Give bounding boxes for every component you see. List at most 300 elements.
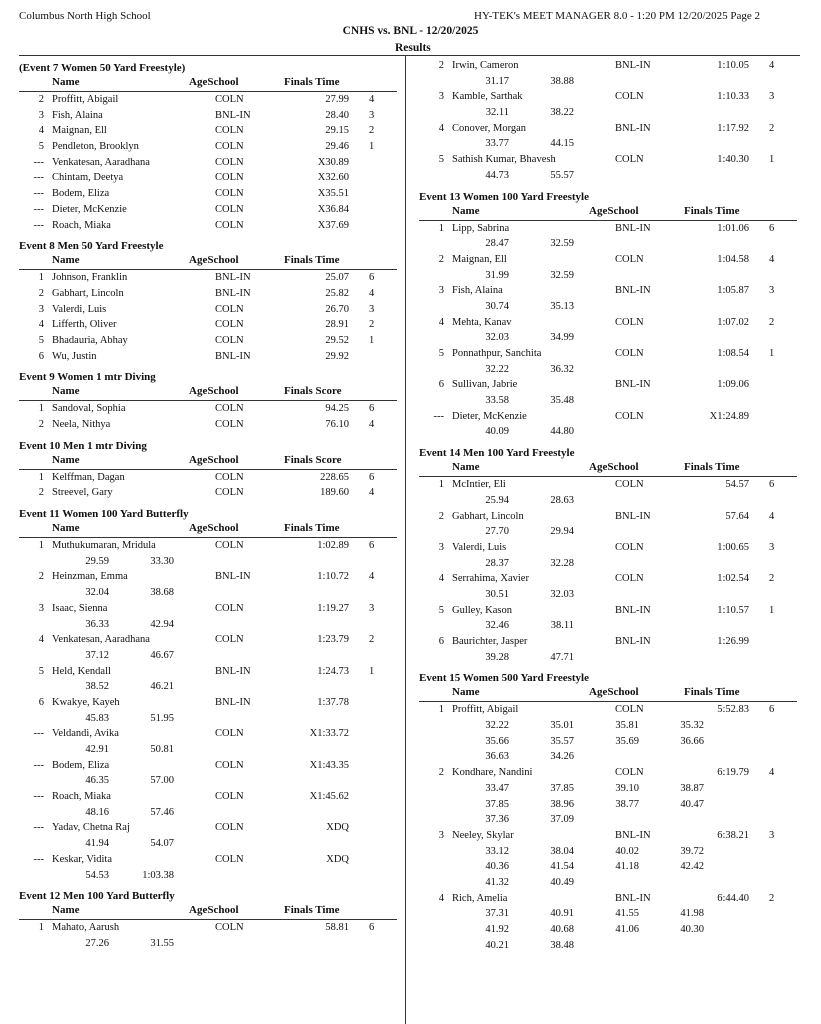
place: --- <box>33 172 44 184</box>
place: 1 <box>38 471 44 483</box>
school: BNL-IN <box>615 604 651 616</box>
result-row <box>19 186 397 202</box>
swimmer-name: Fish, Alaina <box>52 109 103 121</box>
header-finals: Finals Score <box>284 453 342 466</box>
finals-time: 1:08.54 <box>717 348 749 359</box>
finals-time: X1:24.89 <box>709 410 749 422</box>
swimmer-name: Dieter, McKenzie <box>52 203 127 215</box>
points: 2 <box>769 122 775 134</box>
school: COLN <box>615 91 644 103</box>
split-time: 31.55 <box>150 937 174 949</box>
points: 4 <box>369 94 375 105</box>
swimmer-name: McIntier, Eli <box>452 479 506 491</box>
event-title: Event 11 Women 100 Yard Butterfly <box>19 508 189 521</box>
header-ageschool: AgeSchool <box>189 385 239 398</box>
split-time: 34.26 <box>550 751 574 763</box>
split-time: 44.73 <box>485 169 509 181</box>
split-time: 48.16 <box>85 806 109 818</box>
place: 5 <box>438 348 444 359</box>
school: BNL-IN <box>215 109 251 121</box>
place: 2 <box>438 253 444 265</box>
split-time: 35.66 <box>485 735 509 747</box>
points: 6 <box>369 403 375 415</box>
split-time: 33.30 <box>150 555 174 567</box>
split-row <box>419 734 797 750</box>
result-row <box>419 346 797 362</box>
split-time: 38.87 <box>680 782 704 794</box>
points: 3 <box>769 829 775 841</box>
result-row <box>19 401 397 417</box>
finals-time: 189.60 <box>320 487 349 499</box>
result-row <box>19 202 397 218</box>
points: 2 <box>369 319 375 331</box>
split-row <box>419 587 797 603</box>
split-time: 41.54 <box>550 861 574 873</box>
split-row <box>419 556 797 572</box>
points: 2 <box>369 125 375 137</box>
split-row <box>419 136 797 152</box>
points: 1 <box>769 348 775 359</box>
school: BNL-IN <box>215 665 251 677</box>
finals-time: 1:05.87 <box>717 285 749 297</box>
split-time: 46.67 <box>150 649 174 661</box>
split-time: 41.55 <box>615 908 639 920</box>
event-title: Event 15 Women 500 Yard Freestyle <box>419 672 589 685</box>
split-time: 37.31 <box>485 908 509 920</box>
split-row <box>19 742 397 758</box>
split-time: 30.51 <box>485 588 509 600</box>
finals-time: 6:19.79 <box>717 767 749 779</box>
place: 1 <box>38 540 44 552</box>
split-time: 38.11 <box>550 620 574 632</box>
swimmer-name: Held, Kendall <box>52 665 111 677</box>
split-time: 37.85 <box>485 798 509 810</box>
split-time: 33.47 <box>485 782 509 794</box>
split-time: 41.92 <box>485 924 509 935</box>
split-time: 40.21 <box>485 939 509 951</box>
meet-title: CNHS vs. BNL - 12/20/2025 <box>342 25 479 37</box>
split-row <box>419 236 797 252</box>
split-time: 39.28 <box>485 651 509 663</box>
points: 6 <box>369 922 375 934</box>
split-time: 35.48 <box>550 395 574 407</box>
split-row <box>419 906 797 922</box>
split-row <box>419 168 797 184</box>
swimmer-name: Dieter, McKenzie <box>452 410 527 422</box>
swimmer-name: Valerdi, Luis <box>52 303 107 315</box>
split-time: 46.35 <box>85 775 109 787</box>
table-header <box>419 205 797 221</box>
table-header <box>19 76 397 92</box>
finals-time: 94.25 <box>325 403 349 415</box>
result-row <box>19 601 397 617</box>
swimmer-name: Sathish Kumar, Bhavesh <box>452 154 556 166</box>
split-time: 35.13 <box>550 300 574 312</box>
results-column-left <box>19 58 397 957</box>
swimmer-name: Mehta, Kanav <box>452 316 512 328</box>
header-ageschool: AgeSchool <box>189 254 239 267</box>
finals-time: 28.40 <box>325 109 349 121</box>
split-row <box>419 524 797 540</box>
split-time: 38.77 <box>615 798 639 810</box>
split-row <box>419 105 797 121</box>
result-row <box>419 221 797 237</box>
result-row <box>419 409 797 425</box>
result-row <box>419 283 797 299</box>
swimmer-name: Sullivan, Jabrie <box>452 379 518 391</box>
event-block <box>19 506 397 883</box>
split-time: 32.11 <box>485 107 509 119</box>
finals-time: 28.91 <box>325 319 349 331</box>
swimmer-name: Kondhare, Nandini <box>452 767 533 779</box>
swimmer-name: Conover, Morgan <box>452 122 527 134</box>
finals-time: 25.82 <box>325 287 349 299</box>
table-header <box>19 904 397 920</box>
finals-time: 5:52.83 <box>717 704 749 716</box>
result-row <box>419 540 797 556</box>
finals-time: 1:02.89 <box>317 540 349 552</box>
split-time: 42.94 <box>150 618 174 630</box>
swimmer-name: Ponnathpur, Sanchita <box>452 348 542 359</box>
place: 2 <box>38 419 44 430</box>
swimmer-name: Proffitt, Abigail <box>452 704 519 716</box>
split-time: 55.57 <box>550 169 574 181</box>
event-block <box>19 369 397 432</box>
points: 6 <box>369 471 375 483</box>
swimmer-name: Mahato, Aarush <box>52 922 120 934</box>
finals-time: X1:33.72 <box>309 728 349 740</box>
swimmer-name: Rich, Amelia <box>452 892 508 904</box>
swimmer-name: Kamble, Sarthak <box>452 91 523 103</box>
swimmer-name: Roach, Miaka <box>52 791 111 803</box>
split-time: 30.74 <box>485 300 509 312</box>
school: BNL-IN <box>615 60 651 71</box>
points: 3 <box>769 285 775 297</box>
points: 2 <box>769 892 775 904</box>
school: COLN <box>215 203 244 215</box>
school: BNL-IN <box>615 892 651 904</box>
points: 2 <box>769 573 775 585</box>
school: BNL-IN <box>215 287 251 299</box>
header-ageschool: AgeSchool <box>589 461 639 474</box>
split-time: 27.26 <box>85 937 109 949</box>
school: BNL-IN <box>615 636 651 647</box>
event-title: (Event 7 Women 50 Yard Freestyle) <box>19 62 186 74</box>
result-row <box>19 664 397 680</box>
event-block <box>19 60 397 233</box>
swimmer-name: Yadav, Chetna Raj <box>52 822 130 834</box>
result-row <box>19 538 397 554</box>
split-row <box>419 74 797 90</box>
finals-time: 1:17.92 <box>717 122 749 134</box>
result-row <box>19 170 397 186</box>
result-row <box>19 789 397 805</box>
place: --- <box>33 728 44 740</box>
split-time: 29.59 <box>85 555 109 567</box>
split-time: 31.99 <box>485 269 509 281</box>
finals-time: 6:44.40 <box>717 892 749 904</box>
school: BNL-IN <box>615 829 651 841</box>
result-row <box>419 89 797 105</box>
school: COLN <box>215 634 244 646</box>
split-time: 38.48 <box>550 939 574 951</box>
place: 2 <box>38 487 44 499</box>
split-row <box>419 812 797 828</box>
school: COLN <box>615 573 644 585</box>
split-row <box>419 299 797 315</box>
split-time: 47.71 <box>550 651 574 663</box>
result-row <box>19 920 397 936</box>
split-time: 40.30 <box>680 924 704 935</box>
split-time: 38.68 <box>150 587 174 599</box>
split-time: 29.94 <box>550 526 574 538</box>
result-row <box>19 820 397 836</box>
split-row <box>419 875 797 891</box>
split-row <box>419 330 797 346</box>
result-row <box>419 252 797 268</box>
place: 3 <box>438 541 444 553</box>
result-row <box>19 302 397 318</box>
split-time: 40.09 <box>485 426 509 438</box>
swimmer-name: Gabhart, Lincoln <box>452 510 524 522</box>
split-row <box>419 859 797 875</box>
result-row <box>419 702 797 718</box>
software-info: HY-TEK's MEET MANAGER 8.0 - 1:20 PM 12/20/2025 Page 2 <box>474 10 760 22</box>
result-row <box>19 758 397 774</box>
split-time: 50.81 <box>150 744 174 755</box>
split-time: 35.01 <box>550 720 574 732</box>
split-row <box>419 922 797 938</box>
swimmer-name: Sandoval, Sophia <box>52 403 126 415</box>
split-time: 28.47 <box>485 238 509 250</box>
finals-time: 1:07.02 <box>717 316 749 328</box>
split-time: 41.94 <box>85 838 109 850</box>
header-divider <box>19 55 800 56</box>
split-time: 40.91 <box>550 908 574 920</box>
split-time: 32.22 <box>485 363 509 375</box>
swimmer-name: Muthukumaran, Mridula <box>52 540 156 552</box>
place: 1 <box>438 479 444 491</box>
header-name: Name <box>52 254 80 267</box>
split-time: 40.49 <box>550 876 574 888</box>
place: 4 <box>438 122 444 134</box>
place: 4 <box>438 573 444 585</box>
result-row <box>19 852 397 868</box>
split-row <box>419 844 797 860</box>
swimmer-name: Neeley, Skylar <box>452 829 514 841</box>
school: COLN <box>215 319 244 331</box>
points: 1 <box>369 665 375 677</box>
result-row <box>19 569 397 585</box>
split-row <box>419 749 797 765</box>
split-time: 41.98 <box>680 908 704 920</box>
event-block <box>419 445 797 665</box>
school: BNL-IN <box>215 272 251 284</box>
result-row <box>19 632 397 648</box>
points: 6 <box>369 540 375 552</box>
split-row <box>419 938 797 954</box>
result-row <box>19 218 397 234</box>
split-time: 33.58 <box>485 395 509 407</box>
split-time: 38.52 <box>85 681 109 693</box>
school: COLN <box>215 540 244 552</box>
result-row <box>19 417 397 433</box>
split-time: 36.32 <box>550 363 574 375</box>
split-time: 36.33 <box>85 618 109 630</box>
split-time: 37.36 <box>485 814 509 826</box>
swimmer-name: Gulley, Kason <box>452 604 512 616</box>
finals-time: 1:37.78 <box>317 696 349 708</box>
swimmer-name: Bodem, Eliza <box>52 188 110 200</box>
result-row <box>19 155 397 171</box>
place: 6 <box>38 350 44 362</box>
result-row <box>19 139 397 155</box>
header-ageschool: AgeSchool <box>189 904 239 917</box>
split-time: 37.09 <box>550 814 574 826</box>
school: COLN <box>215 94 244 105</box>
event-title: Event 12 Men 100 Yard Butterfly <box>19 890 175 903</box>
swimmer-name: Bhadauria, Abhay <box>52 334 128 346</box>
finals-time: 25.07 <box>325 272 349 284</box>
header-ageschool: AgeSchool <box>189 453 239 466</box>
split-time: 32.04 <box>85 587 109 599</box>
finals-time: XDQ <box>326 853 349 865</box>
split-time: 33.77 <box>485 138 509 150</box>
points: 3 <box>769 541 775 553</box>
finals-time: 1:23.79 <box>317 634 349 646</box>
split-row <box>19 711 397 727</box>
place: --- <box>33 759 44 771</box>
swimmer-name: Venkatesan, Aaradhana <box>52 156 150 168</box>
split-time: 32.03 <box>485 332 509 344</box>
split-time: 41.06 <box>615 924 639 935</box>
event-block <box>19 238 397 364</box>
result-row <box>419 509 797 525</box>
swimmer-name: Maignan, Ell <box>452 253 507 265</box>
split-row <box>19 585 397 601</box>
swimmer-name: Lifferth, Oliver <box>52 319 117 331</box>
split-time: 39.10 <box>615 782 639 794</box>
swimmer-name: Maignan, Ell <box>52 125 107 137</box>
place: 3 <box>38 303 44 315</box>
split-time: 32.46 <box>485 620 509 632</box>
result-row <box>19 108 397 124</box>
split-row <box>419 268 797 284</box>
school: COLN <box>215 334 244 346</box>
school: COLN <box>615 316 644 328</box>
split-time: 37.12 <box>85 649 109 661</box>
split-time: 42.42 <box>680 861 704 873</box>
event-block <box>19 888 397 951</box>
place: 3 <box>38 602 44 614</box>
points: 3 <box>369 303 375 315</box>
split-row <box>19 868 397 884</box>
header-name: Name <box>52 522 80 535</box>
split-row <box>419 797 797 813</box>
swimmer-name: Serrahima, Xavier <box>452 573 529 585</box>
school: COLN <box>215 728 244 740</box>
school: COLN <box>215 141 244 153</box>
table-header <box>419 461 797 477</box>
school: BNL-IN <box>615 285 651 297</box>
points: 6 <box>769 704 775 716</box>
school: BNL-IN <box>215 571 251 583</box>
split-time: 38.88 <box>550 75 574 87</box>
place: 2 <box>438 60 444 71</box>
swimmer-name: Baurichter, Jasper <box>452 636 528 647</box>
points: 4 <box>369 287 375 299</box>
split-row <box>419 718 797 734</box>
points: 6 <box>769 222 775 234</box>
result-row <box>19 349 397 365</box>
points: 4 <box>369 419 375 430</box>
header-finals: Finals Time <box>284 76 340 88</box>
finals-time: 1:19.27 <box>317 602 349 614</box>
split-row <box>19 773 397 789</box>
table-header <box>19 454 397 470</box>
event-block <box>19 438 397 501</box>
event-title: Event 8 Men 50 Yard Freestyle <box>19 240 164 253</box>
result-row <box>419 377 797 393</box>
place: --- <box>33 219 44 231</box>
split-time: 45.83 <box>85 712 109 724</box>
school: COLN <box>615 541 644 553</box>
swimmer-name: Proffitt, Abigail <box>52 94 119 105</box>
school: COLN <box>615 253 644 265</box>
split-time: 51.95 <box>150 712 174 724</box>
event-block <box>419 189 797 441</box>
split-time: 40.47 <box>680 798 704 810</box>
split-time: 35.81 <box>615 720 639 732</box>
event-block <box>419 670 797 953</box>
school: BNL-IN <box>615 510 651 522</box>
place: 1 <box>438 704 444 716</box>
result-row <box>19 92 397 108</box>
school: COLN <box>215 219 244 231</box>
place: --- <box>33 156 44 168</box>
split-row <box>19 936 397 952</box>
finals-time: 1:40.30 <box>717 154 749 166</box>
split-time: 32.03 <box>550 588 574 600</box>
finals-time: 29.15 <box>325 125 349 137</box>
school: BNL-IN <box>615 122 651 134</box>
table-header <box>19 522 397 538</box>
split-time: 36.66 <box>680 735 704 747</box>
place: 2 <box>438 510 444 522</box>
place: 2 <box>38 94 44 105</box>
split-time: 32.22 <box>485 720 509 732</box>
school: BNL-IN <box>615 379 651 391</box>
finals-time: 1:04.58 <box>717 253 749 265</box>
finals-time: XDQ <box>326 822 349 834</box>
split-time: 40.36 <box>485 861 509 873</box>
swimmer-name: Wu, Justin <box>52 350 97 362</box>
header-finals: Finals Time <box>284 522 340 535</box>
header-ageschool: AgeSchool <box>589 686 639 699</box>
result-row <box>19 470 397 486</box>
finals-time: 1:00.65 <box>717 541 749 553</box>
place: 3 <box>438 829 444 841</box>
finals-time: 1:10.72 <box>317 571 349 583</box>
school: COLN <box>215 303 244 315</box>
place: --- <box>33 853 44 865</box>
place: 3 <box>438 285 444 297</box>
school: COLN <box>215 403 244 415</box>
school: COLN <box>215 419 244 430</box>
results-label: Results <box>395 42 431 54</box>
result-row <box>419 603 797 619</box>
finals-time: 1:24.73 <box>317 665 349 677</box>
